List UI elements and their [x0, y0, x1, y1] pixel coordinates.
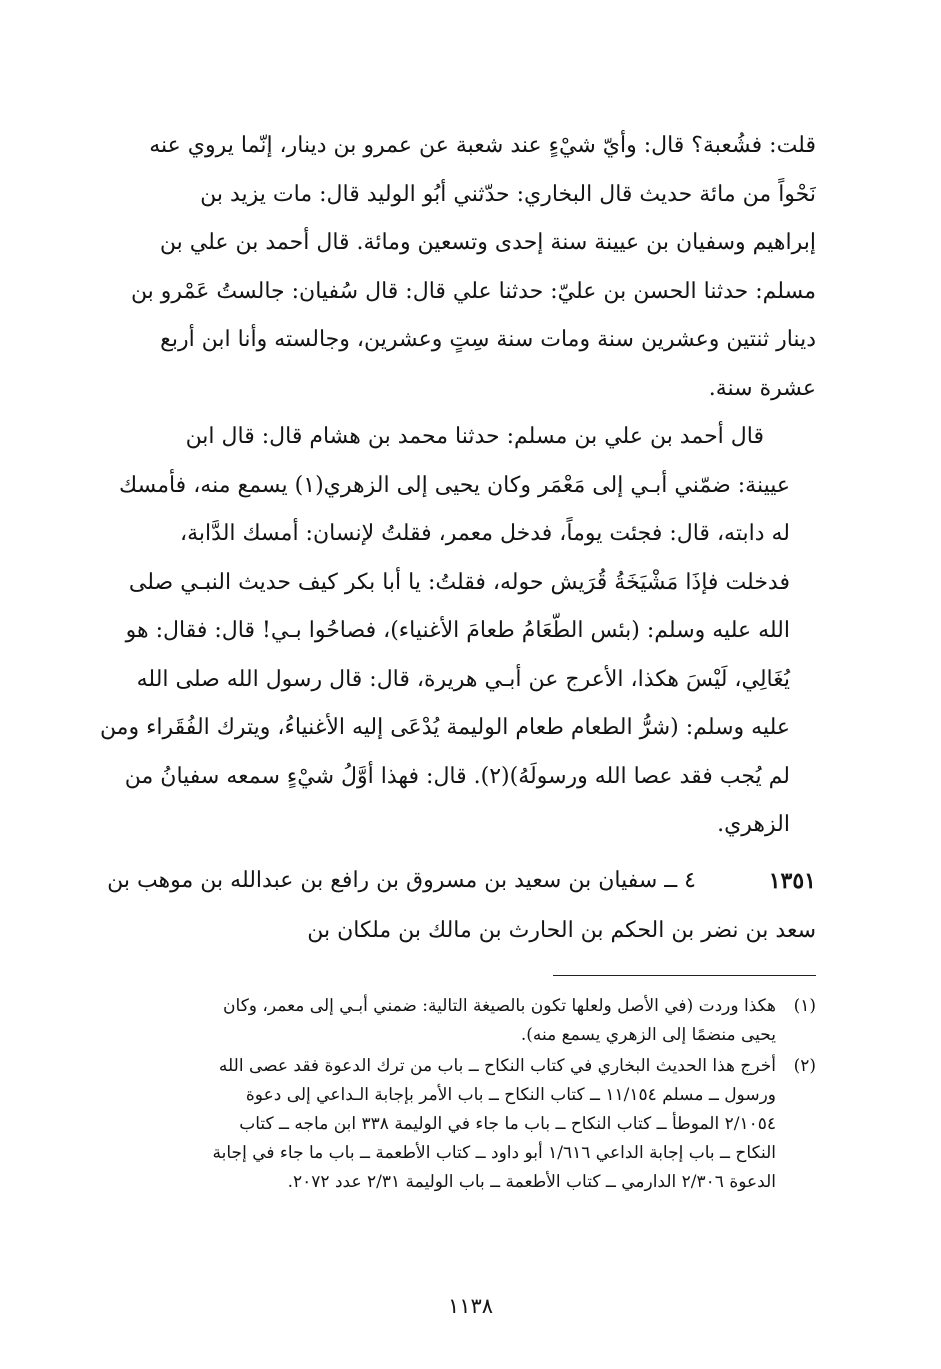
paragraph-1 [96, 122, 816, 413]
paragraph-line: مسلم: حدثنا الحسن بن عليّ: حدثنا علي قال: قال سُفيان: جالستُ عَمْرو بن [130, 278, 816, 304]
paragraph-line: عليه وسلم: (شرُّ الطعام طعام الوليمة يُدْعَى إليه الأغنياءُ، ويترك الفُقَراء ومن [99, 715, 790, 740]
paragraph-2 [96, 413, 816, 850]
paragraph-line: لم يُجب فقد عصا الله ورسولَهُ)(٢). قال: فهذا أوَّلُ شيْءٍ سمعه سفيانُ من [124, 763, 790, 789]
paragraph-line: إبراهيم وسفيان بن عيينة سنة إحدى وتسعين ومائة. قال أحمد بن علي بن [159, 230, 816, 255]
footnote-marker: (٢) [793, 1056, 816, 1076]
biography-entry [96, 856, 816, 956]
paragraph-line: يُغَالِي، لَيْسَ هكذا، الأعرج عن أبـي هريرة، قال: قال رسول الله صلى الله [136, 666, 790, 692]
footnote-line: هكذا وردت (في الأصل ولعلها تكون بالصيغة التالية: ضمني أبـي إلى معمر، وكان [223, 996, 776, 1016]
paragraph-line: له دابته، قال: فجئت يوماً، فدخل معمر، فقلتُ لإنسان: أمسك الدَّابة، [180, 521, 790, 546]
footnote-1 [140, 992, 816, 1050]
footnote-line: أخرج هذا الحديث البخاري في كتاب النكاح ــ باب من ترك الدعوة فقد عصى الله [218, 1056, 776, 1076]
entry-number: ١٣٥١ [768, 868, 816, 894]
paragraph-line: قال أحمد بن علي بن مسلم: حدثنا محمد بن هشام قال: قال ابن [185, 424, 764, 449]
page-number: ١١٣٨ [447, 1294, 494, 1318]
footnote-line: ورسول ــ مسلم ١١/١٥٤ ــ كتاب النكاح ــ باب الأمر بإجابة الـداعي إلى دعوة [245, 1085, 776, 1105]
paragraph-line: دينار ثنتين وعشرين سنة ومات سنة سِتٍ وعشرين، وجالسته وأنا ابن أربع [160, 327, 816, 352]
footnote-line: يحيى منضمًا إلى الزهري يسمع منه). [520, 1025, 776, 1045]
paragraph-line: فدخلت فإذَا مَشْيَخَةُ قُرَيش حوله، فقلتُ: يا أبا بكر كيف حديث النبـي صلى [128, 569, 790, 595]
paragraph-line: عشرة سنة. [708, 375, 816, 401]
footnote-marker: (١) [793, 996, 816, 1016]
footnote-line: ٢/١٠٥٤ الموطأ ــ كتاب النكاح ــ باب ما جاء في الوليمة ٣٣٨ ابن ماجه ــ كتاب [239, 1114, 776, 1134]
entry-line: سعد بن نضر بن الحكم بن الحارث بن مالك بن ملكان بن [307, 918, 816, 943]
footnote-separator [553, 975, 816, 976]
footnotes [140, 992, 816, 1199]
footnote-line: النكاح ــ باب إجابة الداعي ١/٦١٦ أبو داود ــ كتاب الأطعمة ــ باب ما جاء في إجابة [212, 1143, 776, 1163]
footnote-2 [140, 1052, 816, 1197]
footnote-line: الدعوة ٢/٣٠٦ الدارمي ــ كتاب الأطعمة ــ باب الوليمة ٢/٣١ عدد ٢٠٧٢. [287, 1172, 776, 1192]
paragraph-line: الزهري. [717, 812, 790, 837]
paragraph-line: عيينة: ضمّني أبـي إلى مَعْمَر وكان يحيى إلى الزهري(١) يسمع منه، فأمسك [119, 472, 790, 498]
paragraph-line: نَحْواً من مائة حديث قال البخاري: حدّثني أبُو الوليد قال: مات يزيد بن [200, 181, 816, 207]
paragraph-line: قلت: فشُعبة؟ قال: وأيّ شيْءٍ عند شعبة عن عمرو بن دينار، إنّما يروي عنه [149, 133, 816, 158]
entry-line: ٤ ــ سفيان بن سعيد بن مسروق بن رافع بن عبدالله بن موهب بن [107, 868, 696, 893]
paragraph-line: الله عليه وسلم: (بئس الطّعَامُ طعامَ الأغنياء)، فصاحُوا بـي! قال: فقال: هو [125, 618, 790, 643]
